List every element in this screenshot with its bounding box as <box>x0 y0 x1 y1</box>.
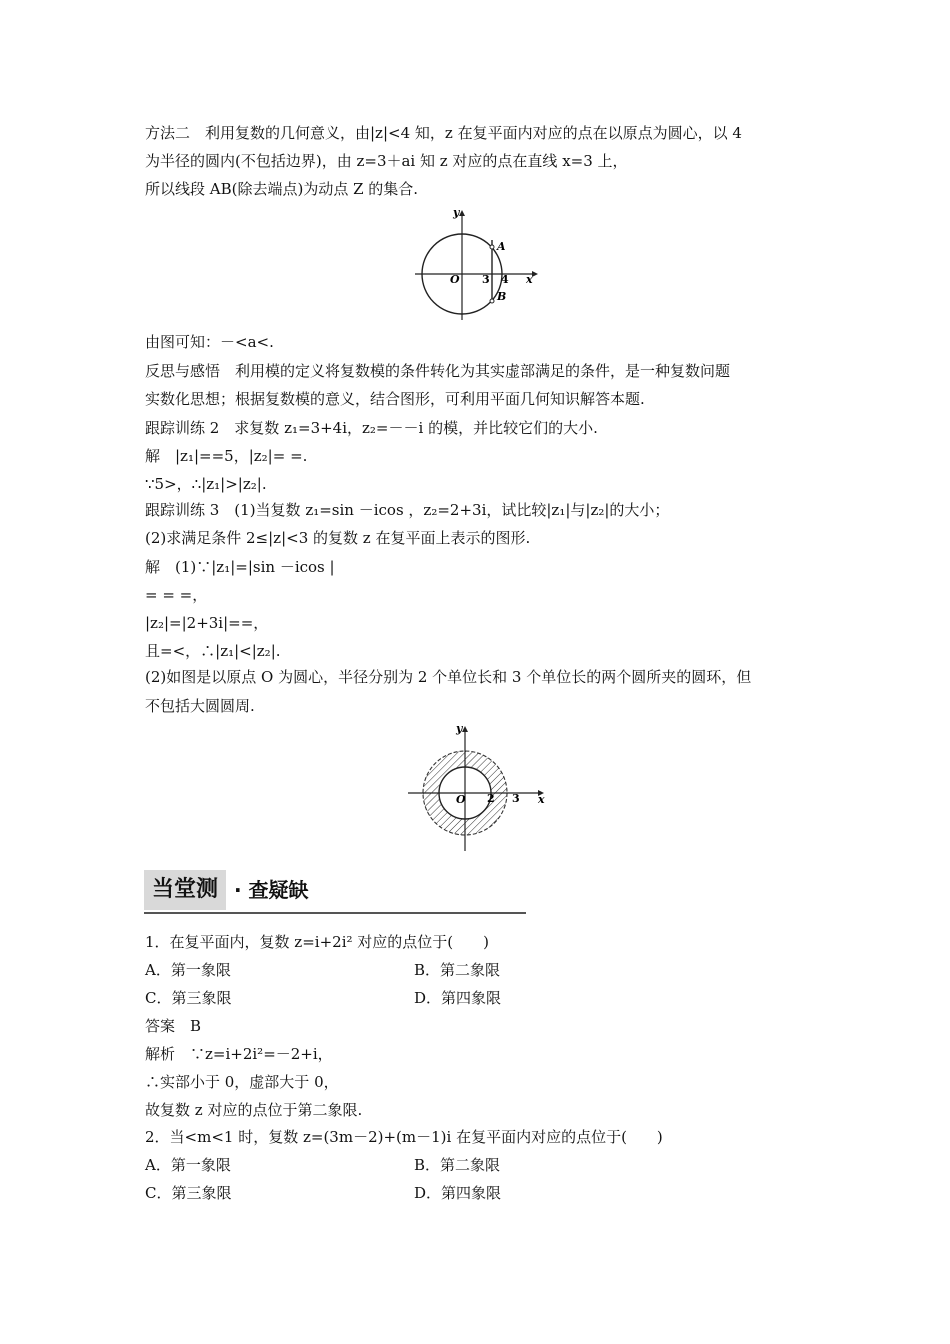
circle-line-figure <box>410 204 540 324</box>
origin-label: O <box>450 273 460 286</box>
text-line: 方法二 利用复数的几何意义，由|z|<4 知，z 在复平面内对应的点在以原点为圆心，以 4 <box>145 124 742 142</box>
tick-4: 4 <box>501 273 509 286</box>
question-stem: 1．在复平面内，复数 z=i+2i² 对应的点位于( ) <box>145 933 489 951</box>
option-a: A．第一象限 <box>145 961 231 979</box>
section-subtitle: · 查疑缺 <box>234 878 309 902</box>
option-b: B．第二象限 <box>414 1156 501 1174</box>
text-line: |z₂|=|2+3i|==， <box>145 614 269 632</box>
text-line: (2)求满足条件 2≤|z|<3 的复数 z 在复平面上表示的图形. <box>145 529 531 547</box>
point-a <box>490 245 494 249</box>
option-b: B．第二象限 <box>414 961 501 979</box>
text-line: 反思与感悟 利用模的定义将复数模的条件转化为其实虚部满足的条件，是一种复数问题 <box>145 362 731 380</box>
option-d: D．第四象限 <box>414 989 502 1007</box>
x-label: x <box>538 793 545 806</box>
text-line: 由图可知：－<a<. <box>145 333 274 351</box>
y-label: y <box>453 206 460 219</box>
section-banner <box>144 870 526 914</box>
text-line: 且=<，∴|z₁|<|z₂|. <box>145 642 281 660</box>
text-line: = = =， <box>145 586 208 604</box>
option-c: C．第三象限 <box>145 1184 232 1202</box>
tick-3: 3 <box>482 273 490 286</box>
x-label: x <box>526 273 533 286</box>
solution-line: 解析 ∵z=i+2i²=－2+i， <box>145 1045 333 1063</box>
text-line: 跟踪训练 2 求复数 z₁=3+4i，z₂=－－i 的模，并比较它们的大小. <box>145 419 598 437</box>
option-a: A．第一象限 <box>145 1156 231 1174</box>
text-line: (2)如图是以原点 O 为圆心，半径分别为 2 个单位长和 3 个单位长的两个圆所夹的圆环，但 <box>145 668 752 686</box>
solution-line: 故复数 z 对应的点位于第二象限. <box>145 1101 363 1119</box>
y-axis-arrow <box>459 210 465 216</box>
answer-line: 答案 B <box>145 1017 202 1035</box>
text-line: 实数化思想；根据复数模的意义，结合图形，可利用平面几何知识解答本题. <box>145 390 645 408</box>
point-b <box>490 299 494 303</box>
text-line: 解 |z₁|==5，|z₂|= =. <box>145 447 308 465</box>
text-line: 解 (1)∵|z₁|=|sin －icos | <box>145 558 335 576</box>
annulus-figure <box>400 718 550 854</box>
label-b: B <box>497 290 507 303</box>
tick-3: 3 <box>512 792 520 805</box>
section-rule <box>144 912 526 914</box>
text-line: ∵5>，∴|z₁|>|z₂|. <box>145 475 267 493</box>
label-a: A <box>497 240 506 253</box>
question-stem: 2．当<m<1 时，复数 z=(3m－2)+(m－1)i 在复平面内对应的点位于( ) <box>145 1128 663 1146</box>
origin-label: O <box>456 793 466 806</box>
section-title: 当堂测 <box>144 870 226 910</box>
text-line: 不包括大圆圆周. <box>145 697 255 715</box>
text-line: 为半径的圆内(不包括边界)，由 z=3＋ai 知 z 对应的点在直线 x=3 上， <box>145 152 628 170</box>
tick-2: 2 <box>487 792 495 805</box>
x-axis-arrow <box>532 271 538 277</box>
y-label: y <box>456 722 463 735</box>
option-d: D．第四象限 <box>414 1184 502 1202</box>
text-line: 所以线段 AB(除去端点)为动点 Z 的集合. <box>145 180 419 198</box>
text-line: 跟踪训练 3 (1)当复数 z₁=sin －icos ，z₂=2+3i，试比较|z₁|与|z₂|的大小； <box>145 501 670 519</box>
option-c: C．第三象限 <box>145 989 232 1007</box>
solution-line: ∴实部小于 0，虚部大于 0， <box>145 1073 339 1091</box>
